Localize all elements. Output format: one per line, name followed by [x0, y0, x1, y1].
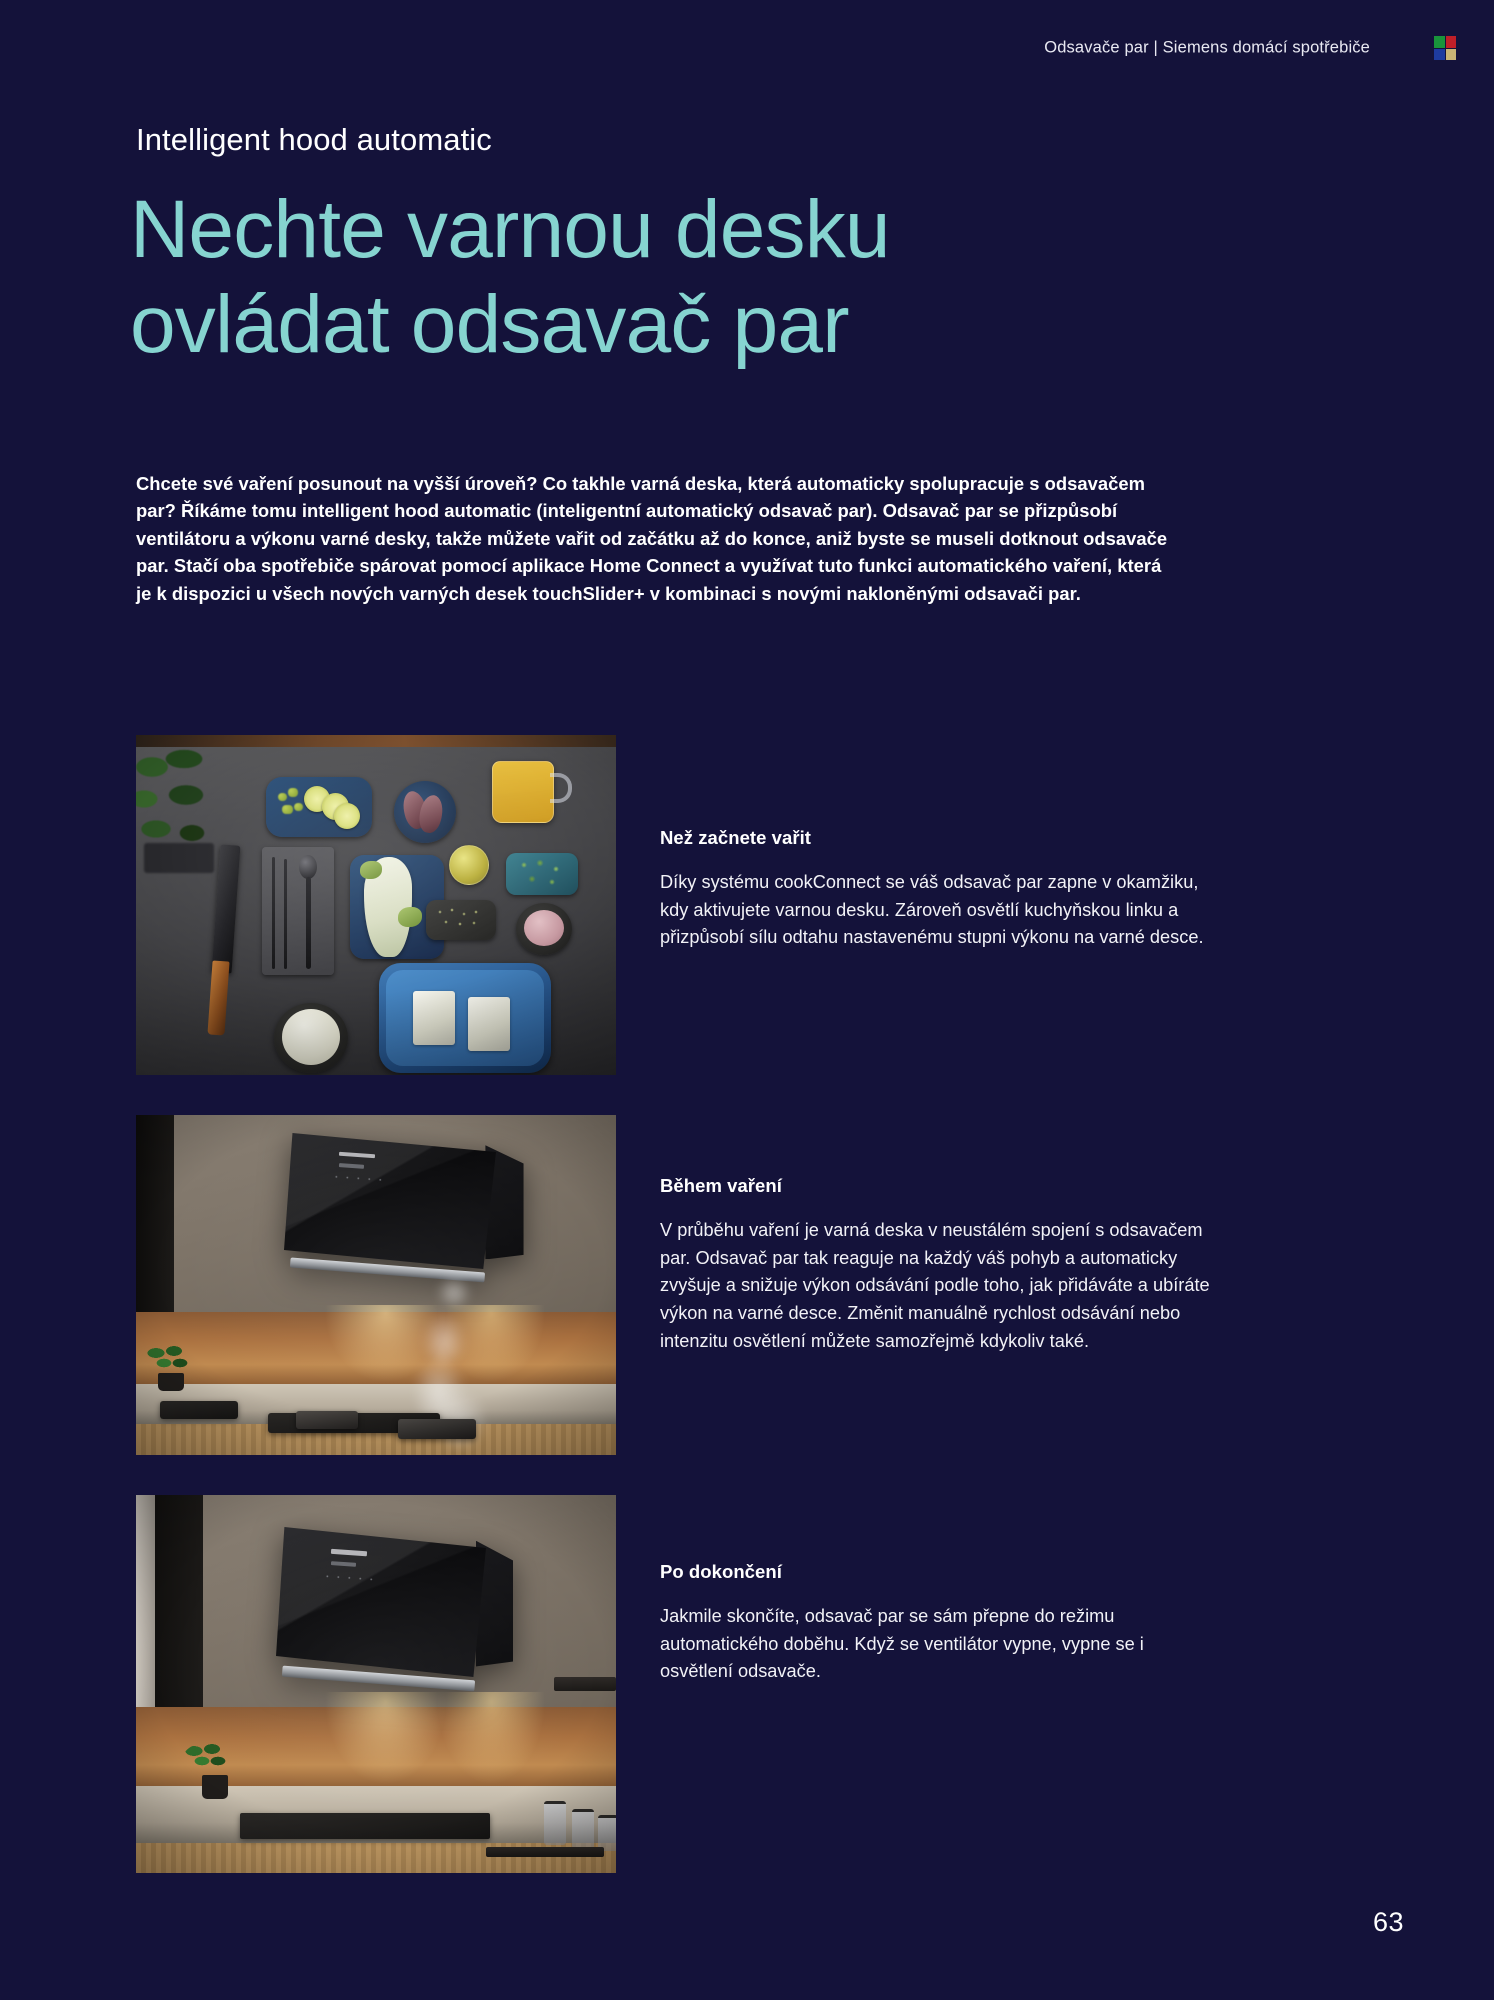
feature-1-copy	[660, 827, 1220, 952]
feature-1-title: Než začnete vařit	[660, 827, 811, 848]
photo-vignette	[136, 1495, 616, 1873]
feature-2-photo-hood-cooking	[136, 1115, 616, 1455]
kitchen-scene-runon	[136, 1495, 616, 1873]
feature-2-title: Během vaření	[660, 1175, 782, 1196]
headline-line-2: ovládat odsavač par	[130, 279, 849, 371]
hero-eyebrow: Intelligent hood automatic	[136, 122, 492, 157]
headline-line-1: Nechte varnou desku	[130, 184, 890, 275]
feature-3-title: Po dokončení	[660, 1561, 782, 1582]
feature-3-copy	[660, 1561, 1220, 1686]
feature-2-body: V průběhu vaření je varná deska v neustálém spojení s odsavačem par. Odsavač par tak reaguje na každý váš pohyb a automaticky zvyšuje a snižuje výkon odsávání podle toho, jak přidáváte a ubíráte výkon na varné desce. Změnit manuálně rychlost odsávání nebo intenzitu osvětlení můžete samozřejmě kdykoliv také.	[660, 1220, 1210, 1351]
siemens-color-square-logo-icon	[1434, 36, 1456, 60]
photo-vignette	[136, 735, 616, 1075]
page-header	[0, 0, 1494, 86]
kitchen-scene-cooking	[136, 1115, 616, 1455]
header-breadcrumb: Odsavače par | Siemens domácí spotřebiče	[1044, 38, 1370, 57]
feature-1-photo-ingredients-flatlay	[136, 735, 616, 1075]
page-title	[130, 182, 1310, 372]
page-number: 63	[1372, 1907, 1404, 1937]
photo-vignette	[136, 1115, 616, 1455]
feature-1-body: Díky systému cookConnect se váš odsavač par zapne v okamžiku, kdy aktivujete varnou desku. Zároveň osvětlí kuchyňskou linku a přizpůsobí sílu odtahu nastavenému stupni výkonu na varné desce.	[660, 872, 1204, 948]
intro-paragraph: Chcete své vaření posunout na vyšší úroveň? Co takhle varná deska, která automaticky spolupracuje s odsavačem par? Říkáme tomu intelligent hood automatic (inteligentní automatický odsavač par). Odsavač par se přizpůsobí ventilátoru a výkonu varné desky, takže můžete vařit od začátku až do konce, aniž byste se museli dotknout odsavače par. Stačí oba spotřebiče spárovat pomocí aplikace Home Connect a využívat tuto funkci automatického vaření, která je k dispozici u všech nových varných desek touchSlider+ v kombinaci s novými nakloněnými odsavači par.	[136, 473, 1168, 604]
feature-3-body: Jakmile skončíte, odsavač par se sám přepne do režimu automatického doběhu. Když se ventilátor vypne, vypne se i osvětlení odsavače.	[660, 1606, 1144, 1682]
feature-2-copy	[660, 1175, 1220, 1355]
feature-3-photo-hood-runon	[136, 1495, 616, 1873]
flatlay-scene	[136, 735, 616, 1075]
